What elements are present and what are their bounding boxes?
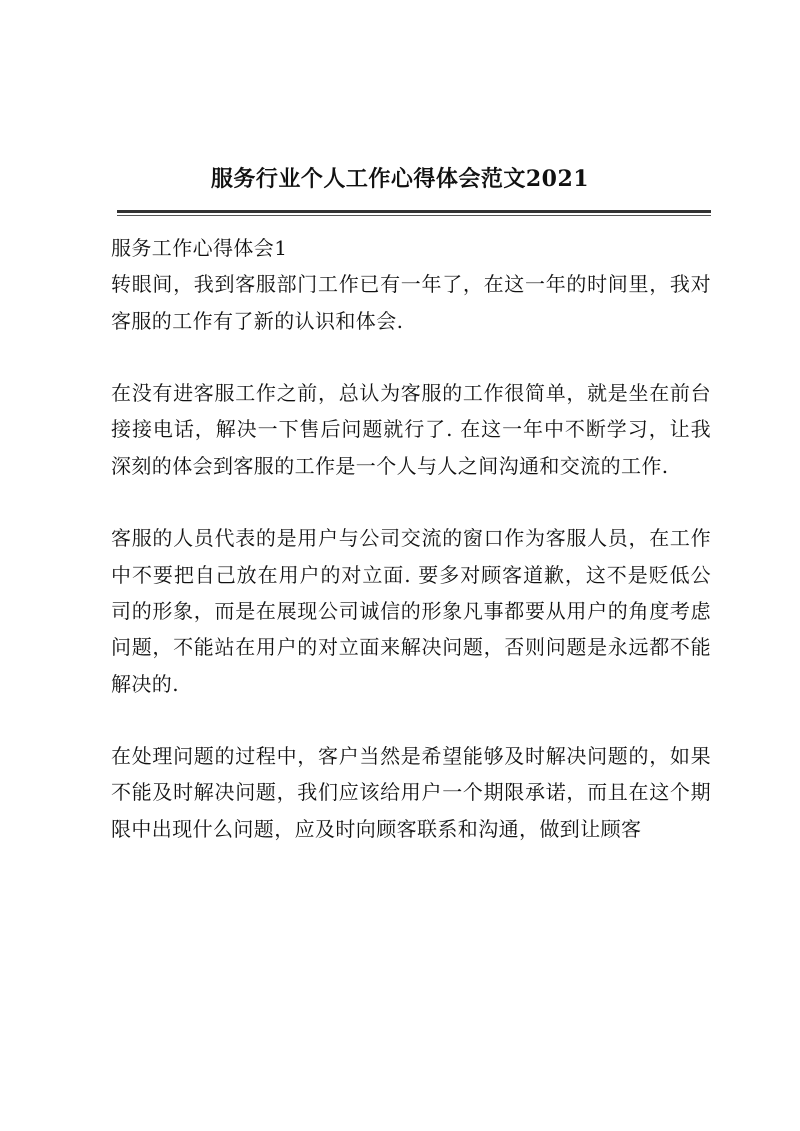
paragraph-1: 转眼间，我到客服部门工作已有一年了，在这一年的时间里，我对客服的工作有了新的认识和体会. [111,272,711,333]
title-divider-thin [117,215,711,216]
paragraph-2: 在没有进客服工作之前，总认为客服的工作很简单，就是坐在前台接接电话，解决一下售后问题就行了. 在这一年中不断学习，让我深刻的体会到客服的工作是一个人与人之间沟通和交流的工作. [111,381,711,478]
document-title: 服务行业个人工作心得体会范文2021 [210,166,590,192]
section-subheading: 服务工作心得体会1 [111,236,288,260]
paragraph-4: 在处理问题的过程中，客户当然是希望能够及时解决问题的，如果不能及时解决问题，我们应该给用户一个期限承诺，而且在这个期限中出现什么问题，应及时向顾客联系和沟通，做到让顾客 [111,744,711,841]
title-divider-thick [117,210,711,213]
paragraph-3: 客服的人员代表的是用户与公司交流的窗口作为客服人员，在工作中不要把自己放在用户的对立面. 要多对顾客道歉，这不是贬低公司的形象，而是在展现公司诚信的形象凡事都要从用户的角度考虑问题，不能站在用户的对立面来解决问题，否则问题是永远都不能解决的. [111,526,711,696]
title-divider [117,210,711,216]
document-body [111,230,711,847]
